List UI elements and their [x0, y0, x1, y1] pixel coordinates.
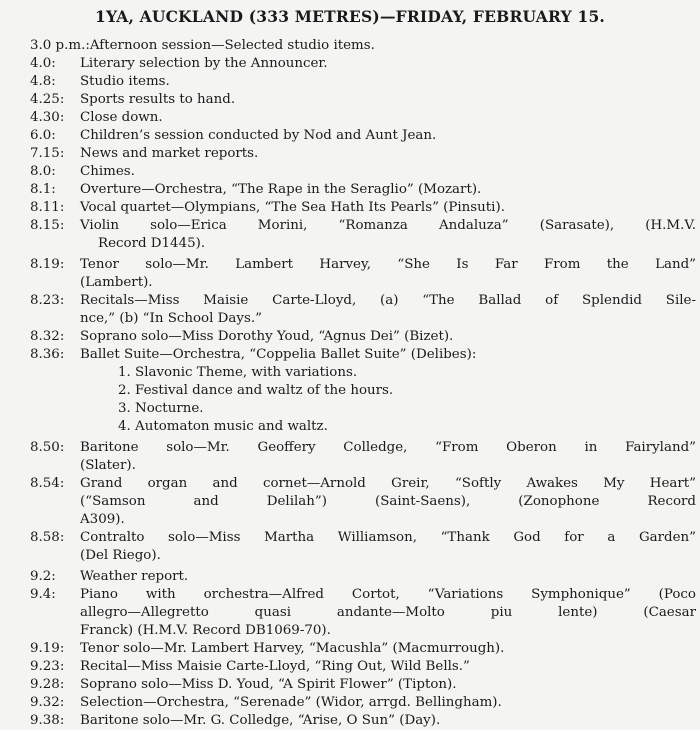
entry-time: 7.15: — [30, 146, 65, 161]
programme-entry — [30, 109, 696, 127]
programme-entry — [30, 55, 696, 73]
programme-entry — [30, 199, 696, 217]
entry-body — [80, 91, 696, 109]
entry-text: News and market reports. — [80, 146, 259, 161]
entry-time: 4.0: — [30, 56, 56, 71]
entry-time: 8.19: — [30, 257, 65, 272]
entry-time: 8.58: — [30, 530, 65, 545]
entry-text: Tenor solo—Mr. Lambert Harvey, “She Is Far From the Land” — [80, 257, 696, 272]
programme-entry — [30, 346, 696, 436]
entry-body — [80, 658, 696, 676]
entry-body — [80, 475, 696, 529]
entry-text: Recital—Miss Maisie Carte-Lloyd, “Ring Out, Wild Bells.” — [80, 659, 470, 674]
entry-text: Weather report. — [80, 569, 189, 584]
entry-time: 9.23: — [30, 659, 65, 674]
entry-text: Close down. — [80, 110, 163, 125]
suite-movements — [80, 364, 696, 436]
entry-body — [80, 640, 696, 658]
programme-entry — [30, 256, 696, 292]
entry-body — [80, 199, 696, 217]
entry-text: (Lambert). — [80, 275, 153, 290]
suite-movement: 4. Automaton music and waltz. — [118, 419, 328, 434]
entry-text: Grand organ and cornet—Arnold Greir, “Softly Awakes My Heart” — [80, 476, 696, 491]
entry-body — [80, 55, 696, 73]
programme-entry — [30, 586, 696, 640]
entry-text: Baritone solo—Mr. G. Colledge, “Arise, O Sun” (Day). — [80, 713, 441, 728]
programme-entry — [30, 37, 696, 55]
entry-body — [80, 181, 696, 199]
entry-time: 9.2: — [30, 569, 56, 584]
entry-text: Studio items. — [80, 74, 170, 89]
programme-entry — [30, 640, 696, 658]
suite-movement: 3. Nocturne. — [118, 401, 204, 416]
entry-text: Selection—Orchestra, “Serenade” (Widor, arrgd. Bellingham). — [80, 695, 502, 710]
entry-body — [80, 127, 696, 145]
programme-entry — [30, 73, 696, 91]
programme-entry — [30, 568, 696, 586]
entry-text: Soprano solo—Miss D. Youd, “A Spirit Flower” (Tipton). — [80, 677, 457, 692]
programme-entry — [30, 439, 696, 475]
entry-body — [80, 256, 696, 292]
entry-body — [80, 217, 696, 253]
station-heading: 1YA, AUCKLAND (333 METRES)—FRIDAY, FEBRUARY 15. — [94, 7, 606, 26]
programme-entry — [30, 475, 696, 529]
entry-text: Contralto solo—Miss Martha Williamson, “Thank God for a Garden” — [80, 530, 696, 545]
entry-body — [80, 712, 696, 730]
entry-text: (“Samson and Delilah”) (Saint-Saens), (Zonophone Record — [80, 494, 696, 509]
entry-time: 9.32: — [30, 695, 65, 710]
entry-text: nce,” (b) “In School Days.” — [80, 311, 262, 326]
entry-text: Chimes. — [80, 164, 135, 179]
programme-entry — [30, 91, 696, 109]
entry-text: Piano with orchestra—Alfred Cortot, “Variations Symphonique” (Poco — [80, 587, 696, 602]
entry-body — [80, 694, 696, 712]
entry-time: 8.1: — [30, 182, 56, 197]
entry-body — [80, 568, 696, 586]
entry-body — [80, 109, 696, 127]
programme-entry — [30, 529, 696, 565]
entry-body — [80, 292, 696, 328]
suite-movement: 1. Slavonic Theme, with variations. — [118, 365, 358, 380]
entry-time: 4.30: — [30, 110, 65, 125]
programme-entry — [30, 181, 696, 199]
programme-entry — [30, 328, 696, 346]
entry-time: 8.50: — [30, 440, 65, 455]
entry-text: (Slater). — [80, 458, 136, 473]
programme-entry — [30, 145, 696, 163]
entry-body — [80, 163, 696, 181]
entry-body — [80, 439, 696, 475]
entry-time: 4.25: — [30, 92, 65, 107]
entry-text: Recitals—Miss Maisie Carte-Lloyd, (a) “The Ballad of Splendid Sile- — [80, 293, 696, 308]
entry-text: allegro—Allegretto quasi andante—Molto piu lente) (Caesar — [80, 605, 696, 620]
programme-entry — [30, 127, 696, 145]
entry-text: Franck) (H.M.V. Record DB1069-70). — [80, 623, 331, 638]
programme-entry — [30, 658, 696, 676]
entry-time: 3.0 p.m.: — [30, 38, 90, 53]
entry-time: 8.11: — [30, 200, 65, 215]
programme-entry — [30, 292, 696, 328]
entry-text: A309). — [80, 512, 125, 527]
entry-time: 8.23: — [30, 293, 65, 308]
entry-text: Violin solo—Erica Morini, “Romanza Andaluza” (Sarasate), (H.M.V. — [80, 218, 696, 233]
entry-time: 9.28: — [30, 677, 65, 692]
entry-text: Children’s session conducted by Nod and Aunt Jean. — [80, 128, 437, 143]
entry-body — [80, 145, 696, 163]
entry-time: 8.0: — [30, 164, 56, 179]
entry-text: Tenor solo—Mr. Lambert Harvey, “Macushla” (Macmurrough). — [80, 641, 505, 656]
entry-text: Soprano solo—Miss Dorothy Youd, “Agnus Dei” (Bizet). — [80, 329, 454, 344]
suite-movement: 2. Festival dance and waltz of the hours. — [118, 383, 394, 398]
entry-time: 9.4: — [30, 587, 56, 602]
programme-list — [30, 37, 696, 730]
entry-time: 9.38: — [30, 713, 65, 728]
entry-text: Sports results to hand. — [80, 92, 236, 107]
entry-text: Overture—Orchestra, “The Rape in the Seraglio” (Mozart). — [80, 182, 482, 197]
entry-text: Record D1445). — [98, 236, 206, 251]
entry-time: 6.0: — [30, 128, 56, 143]
entry-body — [80, 73, 696, 91]
entry-time: 4.8: — [30, 74, 56, 89]
entry-body — [80, 346, 696, 436]
entry-body — [80, 529, 696, 565]
entry-text: Vocal quartet—Olympians, “The Sea Hath Its Pearls” (Pinsuti). — [80, 200, 505, 215]
programme-entry — [30, 676, 696, 694]
entry-text: Literary selection by the Announcer. — [80, 56, 328, 71]
programme-entry — [30, 694, 696, 712]
entry-time: 9.19: — [30, 641, 65, 656]
entry-time: 8.36: — [30, 347, 65, 362]
entry-time: 8.15: — [30, 218, 65, 233]
entry-body — [90, 37, 696, 55]
programme-entry — [30, 712, 696, 730]
entry-text: Ballet Suite—Orchestra, “Coppelia Ballet Suite” (Delibes): — [80, 347, 477, 362]
entry-body — [80, 586, 696, 640]
entry-time: 8.32: — [30, 329, 65, 344]
entry-text: Afternoon session—Selected studio items. — [89, 38, 375, 53]
entry-body — [80, 328, 696, 346]
entry-body — [80, 676, 696, 694]
programme-entry — [30, 163, 696, 181]
entry-text: Baritone solo—Mr. Geoffery Colledge, “From Oberon in Fairyland” — [80, 440, 696, 455]
entry-text: (Del Riego). — [80, 548, 161, 563]
entry-time: 8.54: — [30, 476, 65, 491]
programme-entry — [30, 217, 696, 253]
